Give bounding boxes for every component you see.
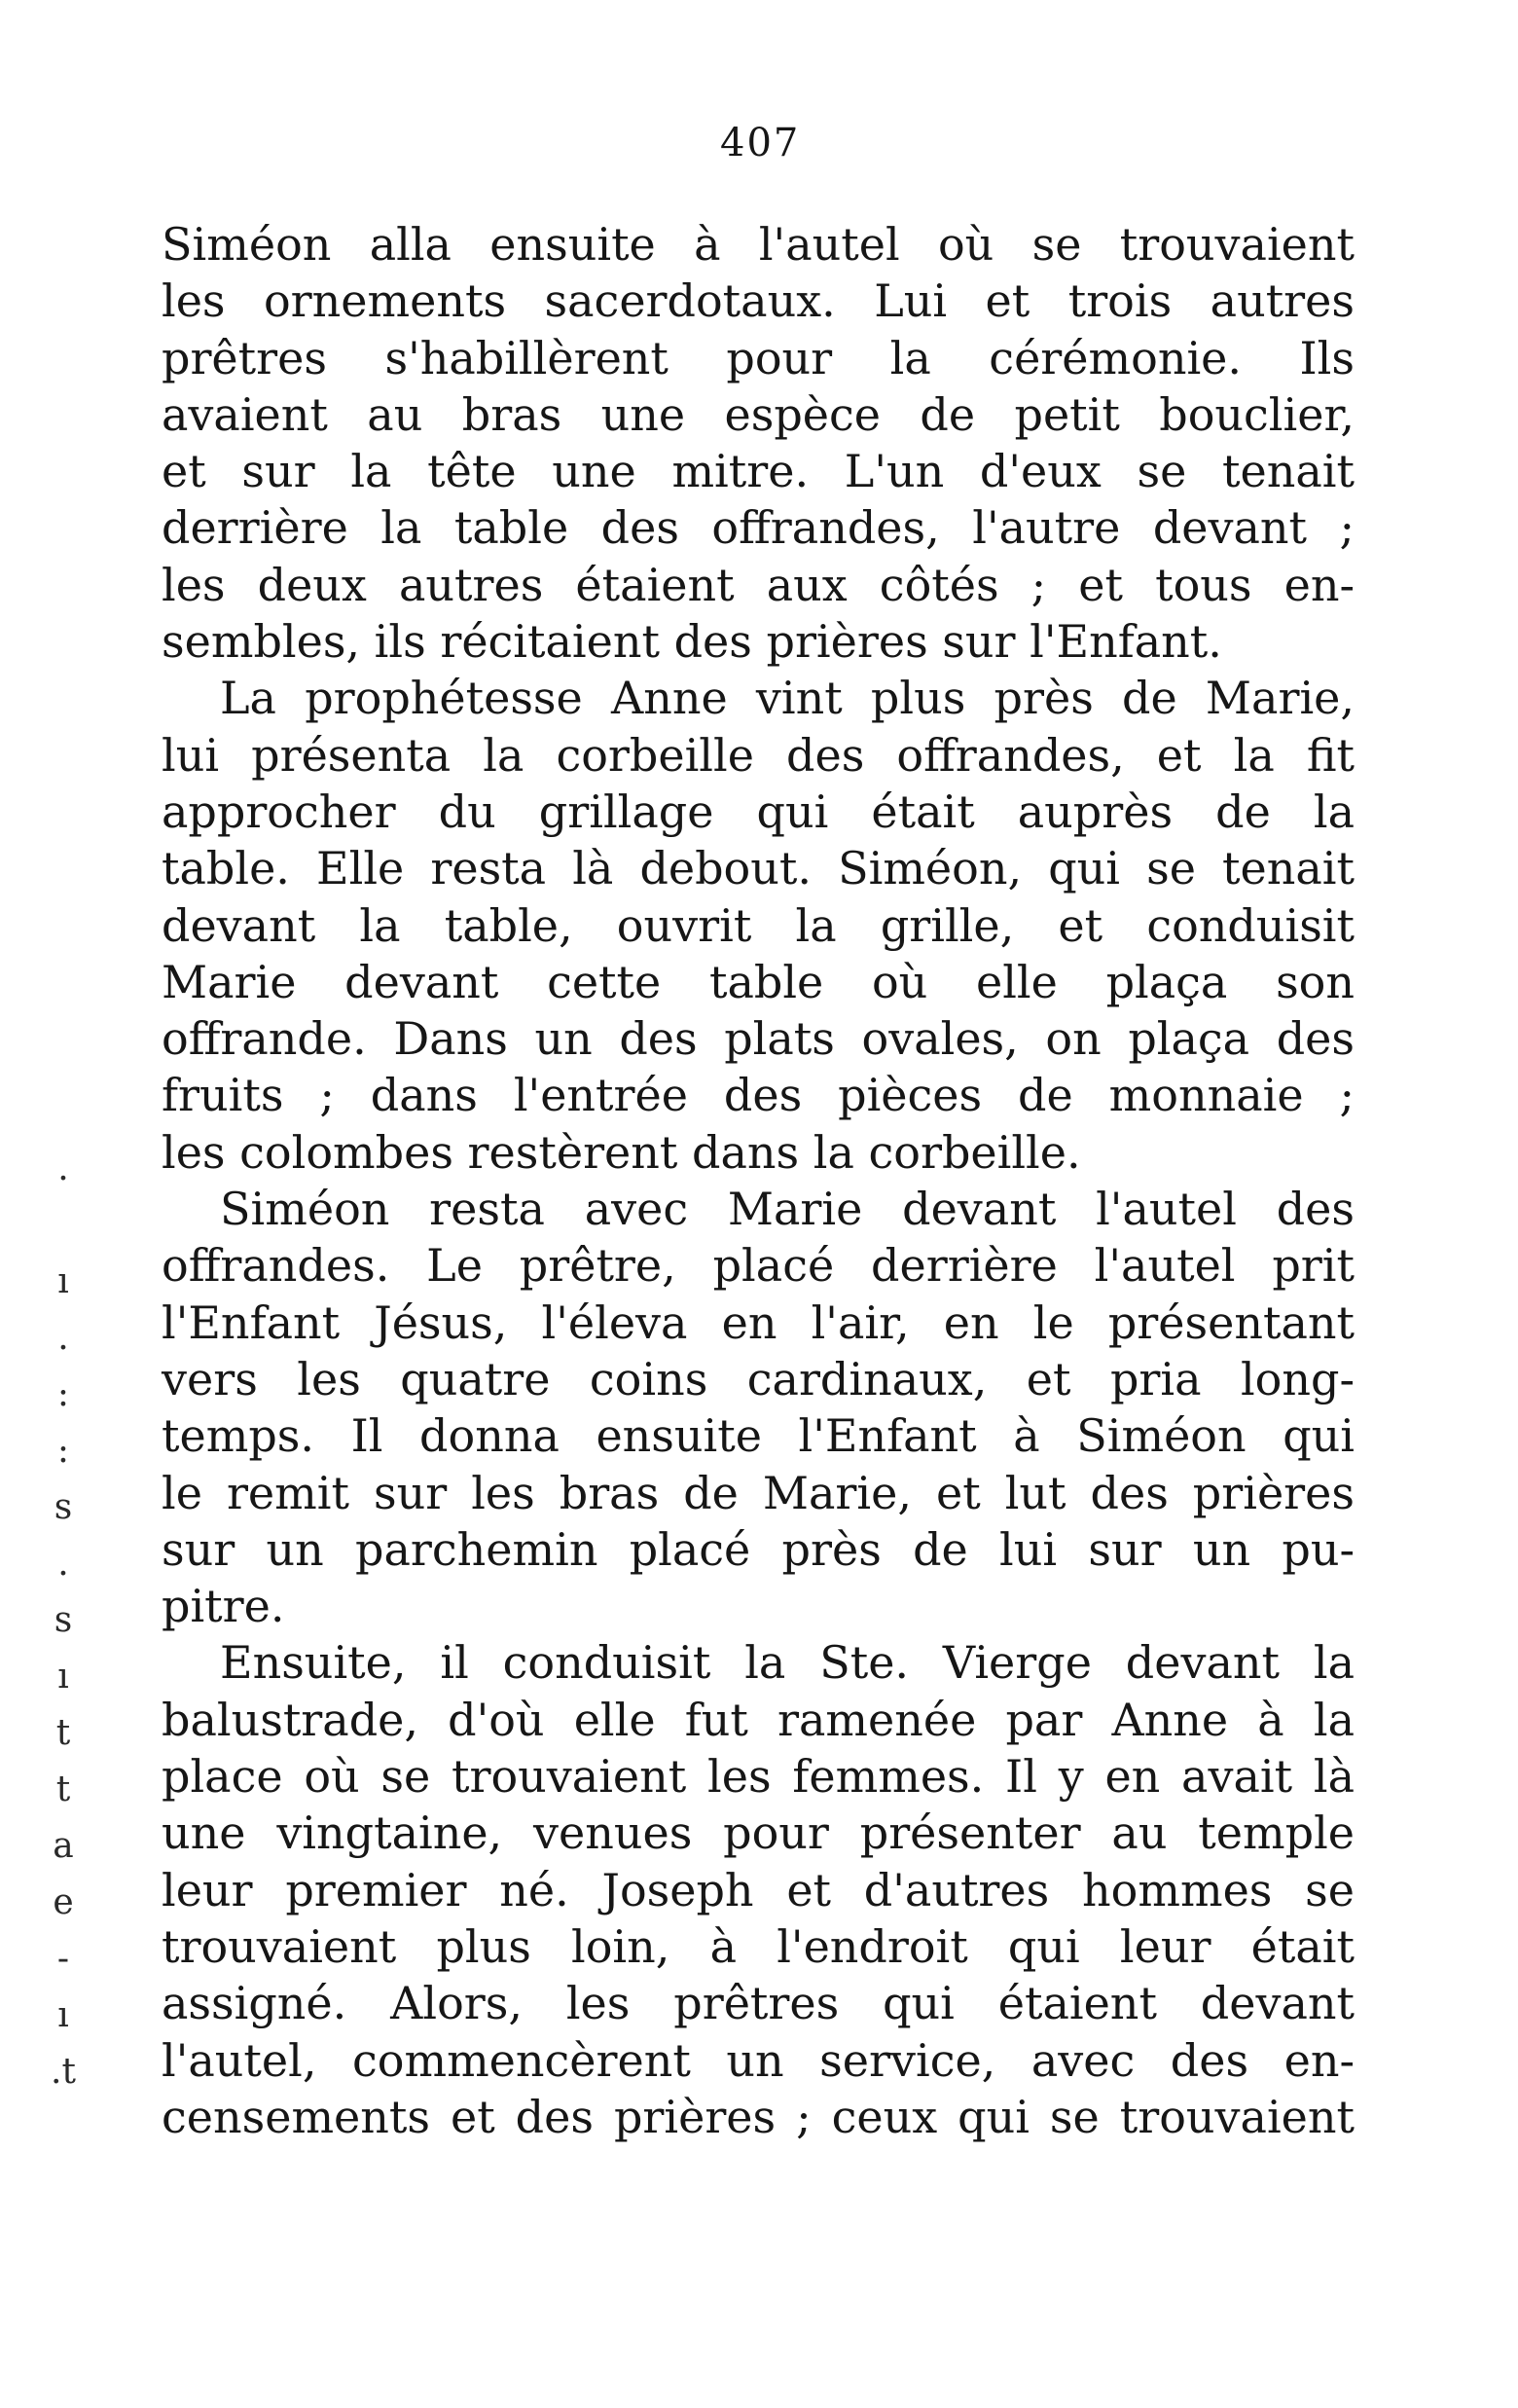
margin-mark: : [56, 1431, 70, 1471]
text-line: le remit sur les bras de Marie, et lut des prières [162, 1466, 1355, 1519]
text-line: censements et des prières ; ceux qui se trouvaient [162, 2090, 1355, 2143]
body-text [162, 216, 1355, 2145]
text-line: Siméon alla ensuite à l'autel où se trouvaient [162, 218, 1355, 271]
margin-mark: a [53, 1826, 74, 1866]
text-line: Ensuite, il conduisit la Ste. Vierge devant la [220, 1636, 1355, 1690]
margin-mark: e [53, 1882, 74, 1922]
text-line: table. Elle resta là debout. Siméon, qui se tenait [162, 842, 1355, 895]
text-line: prêtres s'habillèrent pour la cérémonie. Ils [162, 331, 1355, 384]
text-line: temps. Il donna ensuite l'Enfant à Siméon qui [162, 1409, 1355, 1463]
text-line: fruits ; dans l'entrée des pièces de monnaie ; [162, 1069, 1355, 1122]
margin-mark: : [56, 1374, 70, 1414]
margin-mark: t [55, 1713, 71, 1753]
margin-mark: s [54, 1487, 73, 1527]
text-line: pitre. [162, 1580, 285, 1633]
text-line: l'Enfant Jésus, l'éleva en l'air, en le présentant [162, 1295, 1355, 1349]
text-line: offrandes. Le prêtre, placé derrière l'autel prit [162, 1239, 1355, 1293]
text-line: vers les quatre coins cardinaux, et pria long- [162, 1352, 1355, 1405]
text-line: approcher du grillage qui était auprès de la [162, 784, 1355, 838]
margin-mark: . [57, 1149, 69, 1188]
text-line: les deux autres étaient aux côtés ; et tous en- [162, 558, 1355, 611]
margin-mark: ı [57, 1261, 69, 1301]
text-line: sembles, ils récitaient des prières sur l'Enfant. [162, 615, 1222, 669]
margin-mark: .t [51, 2052, 76, 2092]
text-line: l'autel, commencèrent un service, avec des en- [162, 2033, 1355, 2087]
margin-mark: . [57, 1318, 69, 1358]
text-line: assigné. Alors, les prêtres qui étaient devant [162, 1977, 1355, 2030]
text-line: balustrade, d'où elle fut ramenée par Anne à la [162, 1693, 1355, 1746]
text-line: avaient au bras une espèce de petit bouclier, [162, 387, 1355, 441]
text-line: une vingtaine, venues pour présenter au temple [162, 1806, 1355, 1860]
text-line: les colombes restèrent dans la corbeille. [162, 1125, 1081, 1179]
text-line: Siméon resta avec Marie devant l'autel des [220, 1183, 1355, 1236]
text-line: sur un parchemin placé près de lui sur un pu- [162, 1522, 1355, 1576]
margin-mark: . [57, 1544, 69, 1584]
text-line: et sur la tête une mitre. L'un d'eux se tenait [162, 445, 1355, 498]
margin-mark: s [54, 1600, 73, 1640]
margin-mark: ı [57, 1995, 69, 2035]
text-line: La prophétesse Anne vint plus près de Marie, [220, 672, 1355, 725]
margin-mark: ı [57, 1657, 69, 1697]
text-line: trouvaient plus loin, à l'endroit qui leur était [162, 1919, 1355, 1973]
text-line: Marie devant cette table où elle plaça son [162, 955, 1355, 1008]
text-line: derrière la table des offrandes, l'autre devant ; [162, 501, 1355, 555]
text-line: les ornements sacerdotaux. Lui et trois autres [162, 274, 1355, 328]
text-line: leur premier né. Joseph et d'autres hommes se [162, 1863, 1355, 1916]
text-line: place où se trouvaient les femmes. Il y en avait là [162, 1750, 1355, 1804]
page-number: 407 [720, 121, 801, 165]
text-line: offrande. Dans un des plats ovales, on plaça des [162, 1012, 1355, 1066]
text-line: lui présenta la corbeille des offrandes, et la fit [162, 728, 1355, 782]
text-line: devant la table, ouvrit la grille, et conduisit [162, 898, 1355, 952]
margin-mark: - [56, 1939, 70, 1979]
margin-mark: t [55, 1770, 71, 1809]
